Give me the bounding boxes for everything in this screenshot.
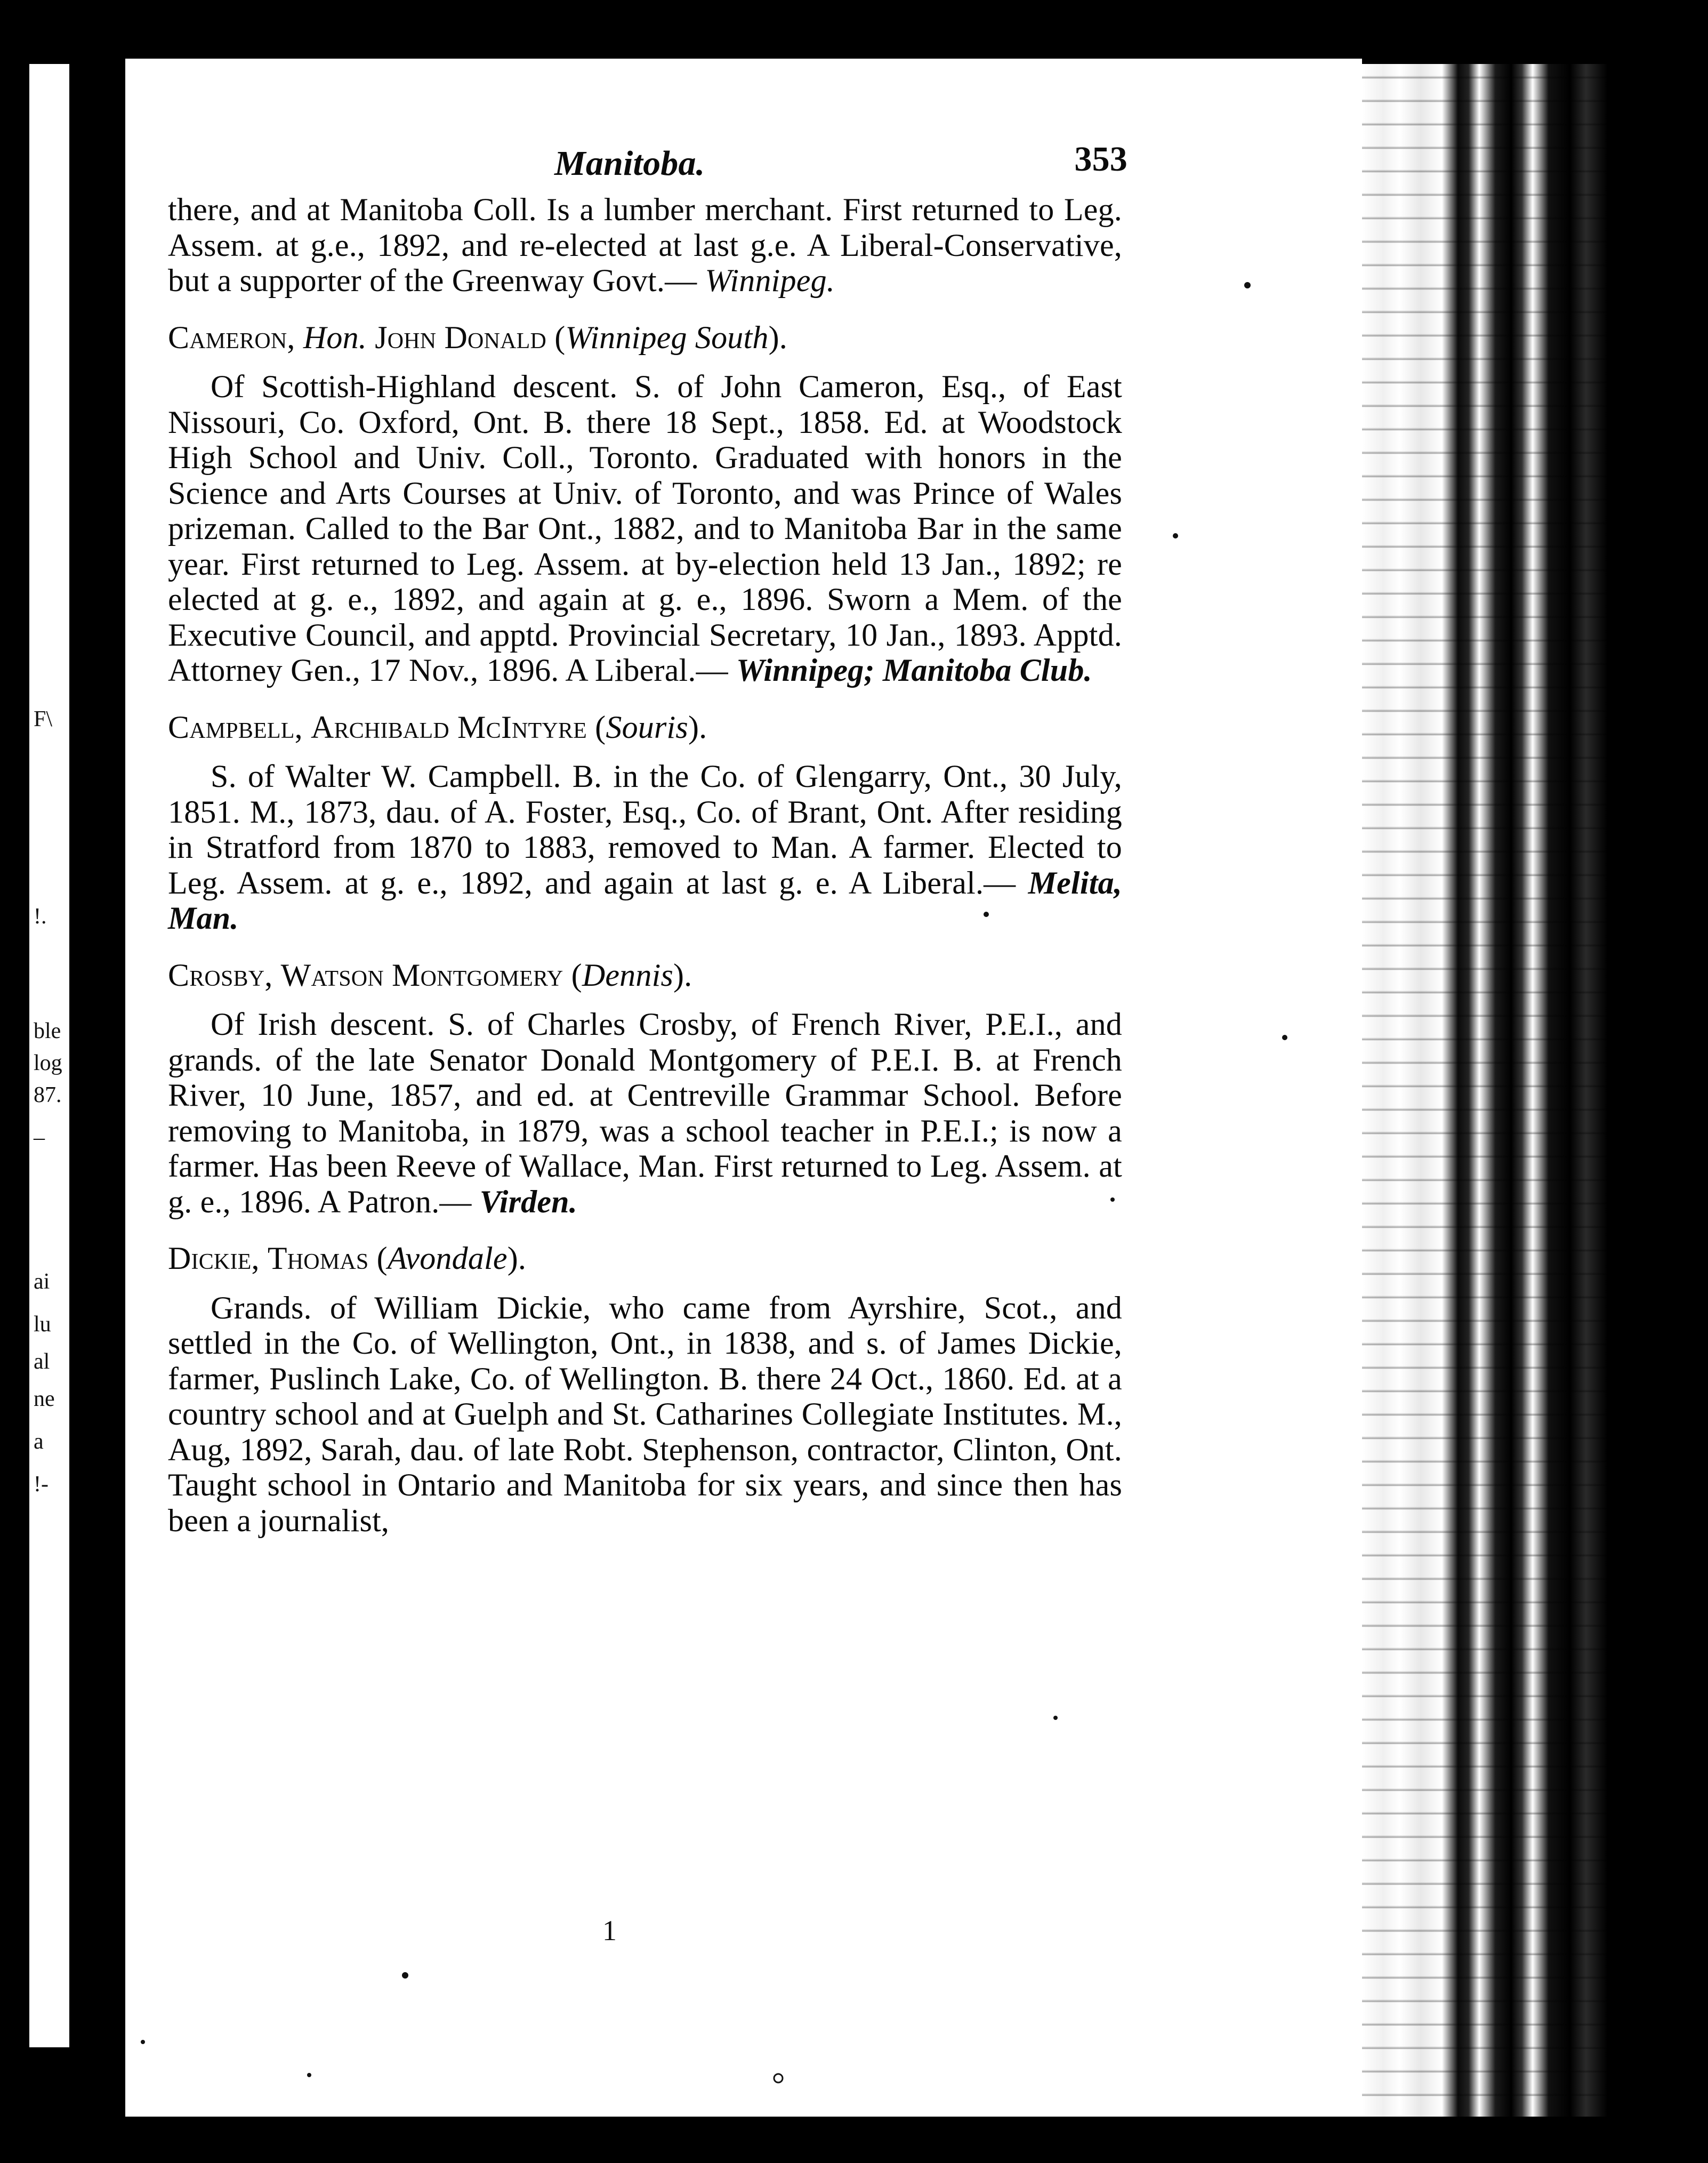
left-fragment: ai — [34, 1269, 50, 1294]
left-fragment: !. — [34, 904, 47, 929]
left-page-fragments — [29, 64, 69, 2047]
left-fragment: al — [34, 1349, 50, 1374]
continued-text: there, and at Manitoba Coll. Is a lumber merchant. First returned to Leg. Assem. at g.e., 1892, and re-elected at last g.e. A Liberal-Conservative, but a supporter of the Greenway Govt.— — [168, 192, 1122, 298]
left-fragment: a — [34, 1429, 44, 1454]
entry-residence: Melita, Man. — [168, 865, 1122, 936]
running-header — [168, 140, 1127, 192]
left-fragment: 87. — [34, 1083, 62, 1107]
entry-surname: Dickie, — [168, 1241, 260, 1276]
entry-residence: Winnipeg; Manitoba Club. — [736, 653, 1092, 688]
entry-body — [168, 369, 1122, 688]
entry-heading: Campbell, Archibald McIntyre (Souris). — [168, 709, 707, 745]
continued-entry — [168, 192, 1122, 299]
entry-surname: Crosby, — [168, 957, 273, 993]
entry-body — [168, 1290, 1122, 1539]
left-facing-page-strip — [29, 64, 69, 2047]
entry-constituency: Winnipeg South — [565, 319, 769, 355]
entry-given-names: Thomas — [267, 1241, 369, 1276]
left-fragment: ne — [34, 1387, 55, 1411]
entry-heading: Cameron, Hon. John Donald (Winnipeg South). — [168, 319, 787, 355]
left-fragment: – — [34, 1125, 45, 1150]
entry-given-names: John Donald — [375, 319, 547, 355]
entry-residence: Virden. — [479, 1184, 577, 1219]
entry-body — [168, 759, 1122, 936]
page-number: 353 — [1074, 140, 1127, 179]
biography-entry — [168, 710, 1122, 936]
entry-constituency: Avondale — [387, 1241, 507, 1276]
page-content — [168, 140, 1127, 1559]
running-title: Manitoba. — [554, 144, 705, 183]
biography-entry — [168, 320, 1122, 688]
entry-honorific: Hon. — [303, 319, 367, 355]
gutter-scan-noise — [1362, 64, 1629, 2117]
entry-given-names: Watson Montgomery — [280, 957, 563, 993]
left-fragment: !- — [34, 1472, 49, 1497]
continued-residence: Winnipeg. — [705, 263, 835, 298]
entry-body-text: S. of Walter W. Campbell. B. in the Co. of Glengarry, Ont., 30 July, 1851. M., 1873, dau. of A. Foster, Esq., Co. of Brant, Ont. After residing in Stratford from 1870 to 1883, removed to Man. A farmer. Elected to Leg. Assem. at g. e., 1892, and again at last g. e. A Liberal.— — [168, 759, 1122, 900]
biography-entry — [168, 958, 1122, 1220]
left-fragment: ble — [34, 1019, 61, 1043]
entry-body-text: Of Scottish-Highland descent. S. of John Cameron, Esq., of East Nissouri, Co. Oxford, Ont. B. there 18 Sept., 1858. Ed. at Woodstock High School and Univ. Coll., Toronto. Graduated with honors in the Science and Arts Courses at Univ. of Toronto, and was Prince of Wales prizeman. Called to the Bar Ont., 1882, and to Manitoba Bar in the same year. First returned to Leg. Assem. at by-election held 13 Jan., 1892; re elected at g. e., 1892, and again at g. e., 1896. Sworn a Mem. of the Executive Council, and apptd. Provincial Secretary, 10 Jan., 1893. Apptd. Attorney Gen., 17 Nov., 1896. A Liberal.— — [168, 369, 1122, 688]
entry-body-text: Grands. of William Dickie, who came from Ayrshire, Scot., and settled in the Co. of Wellington, Ont., in 1838, and s. of James Dickie, farmer, Puslinch Lake, Co. of Wellington. B. there 24 Oct., 1860. Ed. at a country school and at Guelph and St. Catharines Collegiate Institutes. M., Aug, 1892, Sarah, dau. of late Robt. Stephenson, contractor, Clinton, Ont. Taught school in Ontario and Manitoba for six years, and since then has been a journalist, — [168, 1290, 1122, 1538]
left-fragment: F\ — [34, 707, 53, 731]
left-fragment: lu — [34, 1312, 51, 1337]
entry-constituency: Souris — [606, 709, 688, 745]
entry-body-text: Of Irish descent. S. of Charles Crosby, of French River, P.E.I., and grands. of the late Senator Donald Montgomery of P.E.I. B. at French River, 10 June, 1857, and ed. at Centreville Grammar School. Before removing to Manitoba, in 1879, was a school teacher in P.E.I.; is now a farmer. Has been Reeve of Wallace, Man. First returned to Leg. Assem. at g. e., 1896. A Patron.— — [168, 1007, 1122, 1219]
left-fragment: log — [34, 1051, 62, 1075]
entry-surname: Cameron, — [168, 319, 295, 355]
entry-constituency: Dennis — [582, 957, 673, 993]
entry-surname: Campbell, — [168, 709, 303, 745]
signature-mark: 1 — [602, 1915, 617, 1947]
entry-heading: Crosby, Watson Montgomery (Dennis). — [168, 957, 692, 993]
biography-entry — [168, 1241, 1122, 1538]
entry-heading: Dickie, Thomas (Avondale). — [168, 1241, 527, 1276]
entry-body — [168, 1007, 1122, 1219]
entry-given-names: Archibald McIntyre — [311, 709, 587, 745]
